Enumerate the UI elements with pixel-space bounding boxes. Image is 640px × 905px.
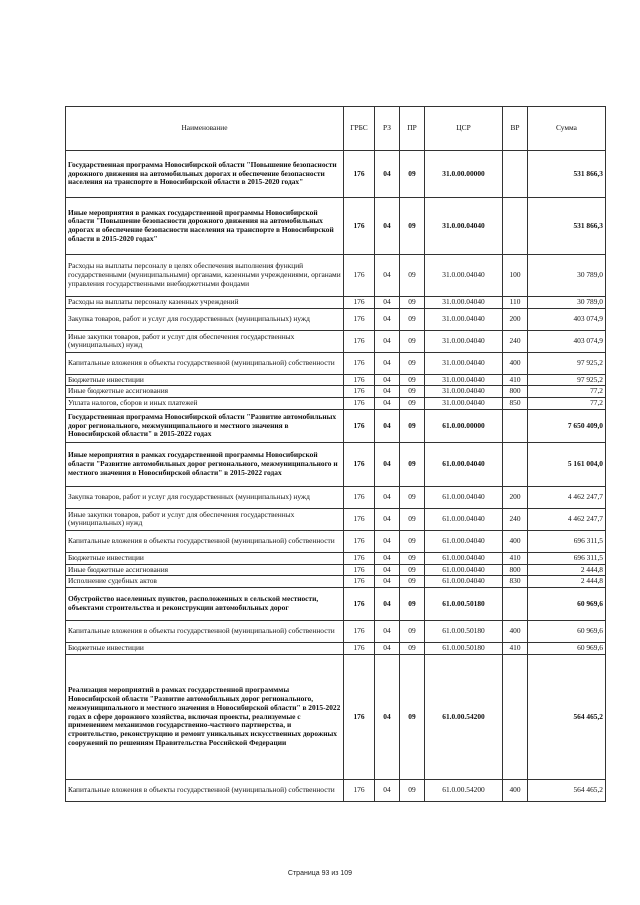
table-row — [66, 779, 606, 801]
cell-csr: 61.0.00.50180 — [425, 643, 503, 655]
cell-name: Закупка товаров, работ и услуг для государственных (муниципальных) нужд — [66, 308, 344, 330]
cell-grbs: 176 — [344, 621, 375, 643]
cell-name: Бюджетные инвестиции — [66, 374, 344, 386]
cell-grbs: 176 — [344, 330, 375, 352]
cell-sum: 564 465,2 — [528, 779, 606, 801]
cell-csr: 61.0.00.04040 — [425, 576, 503, 588]
cell-pr: 09 — [400, 352, 425, 374]
cell-pr: 09 — [400, 442, 425, 486]
cell-grbs: 176 — [344, 255, 375, 297]
cell-csr: 31.0.00.04040 — [425, 255, 503, 297]
cell-sum: 60 969,6 — [528, 588, 606, 621]
cell-pr: 09 — [400, 508, 425, 530]
cell-grbs: 176 — [344, 576, 375, 588]
table-row — [66, 442, 606, 486]
cell-pr: 09 — [400, 576, 425, 588]
cell-sum: 2 444,8 — [528, 576, 606, 588]
cell-rz: 04 — [375, 508, 400, 530]
cell-name: Бюджетные инвестиции — [66, 643, 344, 655]
cell-vr: 830 — [503, 576, 528, 588]
cell-csr: 31.0.00.04040 — [425, 352, 503, 374]
cell-grbs: 176 — [344, 386, 375, 398]
cell-csr: 61.0.00.04040 — [425, 486, 503, 508]
cell-vr — [503, 198, 528, 255]
cell-rz: 04 — [375, 588, 400, 621]
cell-vr: 410 — [503, 374, 528, 386]
cell-name: Капитальные вложения в объекты государственной (муниципальной) собственности — [66, 530, 344, 552]
cell-csr: 61.0.00.04040 — [425, 552, 503, 564]
cell-name: Обустройство населенных пунктов, расположенных в сельской местности, объектами строительства и реконструкции автомобильных дорог — [66, 588, 344, 621]
cell-sum: 403 074,9 — [528, 330, 606, 352]
cell-name: Бюджетные инвестиции — [66, 552, 344, 564]
header-csr: ЦСР — [425, 107, 503, 151]
cell-vr: 410 — [503, 643, 528, 655]
cell-grbs: 176 — [344, 398, 375, 410]
cell-name: Капитальные вложения в объекты государственной (муниципальной) собственности — [66, 352, 344, 374]
cell-name: Иные закупки товаров, работ и услуг для обеспечения государственных (муниципальных) нужд — [66, 508, 344, 530]
cell-csr: 31.0.00.04040 — [425, 398, 503, 410]
cell-rz: 04 — [375, 564, 400, 576]
table-row — [66, 374, 606, 386]
page-number: Страница 93 из 109 — [287, 870, 353, 877]
table-row — [66, 576, 606, 588]
cell-csr: 31.0.00.04040 — [425, 308, 503, 330]
cell-pr: 09 — [400, 151, 425, 198]
table-row — [66, 352, 606, 374]
cell-vr: 240 — [503, 508, 528, 530]
cell-csr: 61.0.00.54200 — [425, 779, 503, 801]
cell-csr: 31.0.00.04040 — [425, 374, 503, 386]
cell-csr: 31.0.00.04040 — [425, 297, 503, 309]
cell-pr: 09 — [400, 386, 425, 398]
cell-sum: 696 311,5 — [528, 530, 606, 552]
header-grbs: ГРБС — [344, 107, 375, 151]
cell-vr: 200 — [503, 486, 528, 508]
cell-name: Исполнение судебных актов — [66, 576, 344, 588]
cell-sum: 60 969,6 — [528, 621, 606, 643]
cell-rz: 04 — [375, 643, 400, 655]
table-row — [66, 552, 606, 564]
cell-name: Капитальные вложения в объекты государственной (муниципальной) собственности — [66, 779, 344, 801]
cell-vr — [503, 151, 528, 198]
table-row — [66, 588, 606, 621]
cell-rz: 04 — [375, 654, 400, 779]
cell-csr: 61.0.00.50180 — [425, 588, 503, 621]
cell-vr: 110 — [503, 297, 528, 309]
cell-pr: 09 — [400, 374, 425, 386]
cell-grbs: 176 — [344, 564, 375, 576]
cell-grbs: 176 — [344, 530, 375, 552]
cell-pr: 09 — [400, 308, 425, 330]
cell-vr — [503, 654, 528, 779]
cell-vr: 410 — [503, 552, 528, 564]
cell-grbs: 176 — [344, 552, 375, 564]
cell-csr: 61.0.00.50180 — [425, 621, 503, 643]
cell-csr: 31.0.00.04040 — [425, 330, 503, 352]
table-row — [66, 409, 606, 442]
cell-grbs: 176 — [344, 654, 375, 779]
cell-csr: 61.0.00.04040 — [425, 564, 503, 576]
cell-name: Расходы на выплаты персоналу казенных учреждений — [66, 297, 344, 309]
cell-rz: 04 — [375, 308, 400, 330]
cell-pr: 09 — [400, 552, 425, 564]
cell-csr: 61.0.00.54200 — [425, 654, 503, 779]
cell-name: Иные бюджетные ассигнования — [66, 386, 344, 398]
cell-sum: 2 444,8 — [528, 564, 606, 576]
table-row — [66, 621, 606, 643]
cell-grbs: 176 — [344, 442, 375, 486]
cell-rz: 04 — [375, 255, 400, 297]
cell-vr: 400 — [503, 779, 528, 801]
table-row — [66, 308, 606, 330]
table-row — [66, 297, 606, 309]
cell-vr: 100 — [503, 255, 528, 297]
cell-name: Государственная программа Новосибирской области "Развитие автомобильных дорог регионального, межмуниципального и местного значения в Новосибирской области" в 2015-2022 годах — [66, 409, 344, 442]
cell-pr: 09 — [400, 255, 425, 297]
cell-grbs: 176 — [344, 643, 375, 655]
cell-grbs: 176 — [344, 198, 375, 255]
cell-csr: 61.0.00.04040 — [425, 530, 503, 552]
table-header — [66, 107, 606, 151]
cell-rz: 04 — [375, 198, 400, 255]
cell-vr: 800 — [503, 564, 528, 576]
cell-csr: 31.0.00.04040 — [425, 198, 503, 255]
cell-csr: 61.0.00.04040 — [425, 442, 503, 486]
cell-name: Реализация мероприятий в рамках государственной программмы Новосибирской области "Развитие автомобильных дорог регионального, межмуниципального и местного значения в Новосибирской области" в 2015-2022 годах в сфере дорожного хозяйства, включая проекты, реализуемые с применением механизмов государственно-частного партнерства, и строительство, реконструкцию и ремонт уникальных искусственных дорожных сооружений по решениям Правительства Российской Федерации — [66, 654, 344, 779]
cell-sum: 4 462 247,7 — [528, 508, 606, 530]
cell-csr: 31.0.00.00000 — [425, 151, 503, 198]
cell-rz: 04 — [375, 374, 400, 386]
table-row — [66, 643, 606, 655]
cell-pr: 09 — [400, 409, 425, 442]
cell-vr — [503, 409, 528, 442]
cell-pr: 09 — [400, 330, 425, 352]
header-rz: РЗ — [375, 107, 400, 151]
cell-sum: 60 969,6 — [528, 643, 606, 655]
cell-rz: 04 — [375, 297, 400, 309]
table-row — [66, 564, 606, 576]
cell-pr: 09 — [400, 486, 425, 508]
cell-rz: 04 — [375, 398, 400, 410]
cell-vr — [503, 588, 528, 621]
cell-vr — [503, 442, 528, 486]
cell-sum: 696 311,5 — [528, 552, 606, 564]
cell-sum: 564 465,2 — [528, 654, 606, 779]
cell-sum: 77,2 — [528, 386, 606, 398]
cell-pr: 09 — [400, 588, 425, 621]
cell-grbs: 176 — [344, 352, 375, 374]
table-row — [66, 255, 606, 297]
header-vr: ВР — [503, 107, 528, 151]
table-row — [66, 654, 606, 779]
cell-vr: 850 — [503, 398, 528, 410]
cell-name: Иные мероприятия в рамках государственной программы Новосибирской области "Повышение безопасности дорожного движения на автомобильных дорогах и обеспечение безопасности населения на транспорте в Новосибирской области в 2015-2020 годах" — [66, 198, 344, 255]
table-row — [66, 508, 606, 530]
cell-name: Государственная программа Новосибирской области "Повышение безопасности дорожного движения на автомобильных дорогах и обеспечение безопасности населения на транспорте в Новосибирской области в 2015-2020 годах" — [66, 151, 344, 198]
cell-sum: 97 925,2 — [528, 374, 606, 386]
cell-rz: 04 — [375, 530, 400, 552]
cell-name: Капитальные вложения в объекты государственной (муниципальной) собственности — [66, 621, 344, 643]
cell-vr: 200 — [503, 308, 528, 330]
cell-pr: 09 — [400, 530, 425, 552]
cell-grbs: 176 — [344, 508, 375, 530]
cell-rz: 04 — [375, 621, 400, 643]
cell-pr: 09 — [400, 621, 425, 643]
cell-grbs: 176 — [344, 297, 375, 309]
cell-grbs: 176 — [344, 308, 375, 330]
cell-sum: 4 462 247,7 — [528, 486, 606, 508]
cell-grbs: 176 — [344, 409, 375, 442]
cell-pr: 09 — [400, 643, 425, 655]
table-row — [66, 530, 606, 552]
table-row — [66, 198, 606, 255]
cell-pr: 09 — [400, 297, 425, 309]
cell-csr: 61.0.00.04040 — [425, 508, 503, 530]
cell-sum: 531 866,3 — [528, 151, 606, 198]
cell-sum: 5 161 004,0 — [528, 442, 606, 486]
cell-grbs: 176 — [344, 151, 375, 198]
table-row — [66, 398, 606, 410]
cell-rz: 04 — [375, 386, 400, 398]
header-name: Наименование — [66, 107, 344, 151]
header-sum: Сумма — [528, 107, 606, 151]
cell-grbs: 176 — [344, 486, 375, 508]
cell-pr: 09 — [400, 564, 425, 576]
cell-rz: 04 — [375, 552, 400, 564]
table-row — [66, 386, 606, 398]
cell-grbs: 176 — [344, 588, 375, 621]
cell-rz: 04 — [375, 409, 400, 442]
cell-grbs: 176 — [344, 779, 375, 801]
cell-rz: 04 — [375, 352, 400, 374]
cell-sum: 77,2 — [528, 398, 606, 410]
cell-rz: 04 — [375, 442, 400, 486]
cell-sum: 30 789,0 — [528, 297, 606, 309]
cell-name: Иные мероприятия в рамках государственной программы Новосибирской области "Развитие автомобильных дорог регионального, межмуниципального и местного значения в Новосибирской области" в 2015-2022 годах — [66, 442, 344, 486]
cell-vr: 400 — [503, 530, 528, 552]
cell-name: Закупка товаров, работ и услуг для государственных (муниципальных) нужд — [66, 486, 344, 508]
cell-sum: 7 650 409,0 — [528, 409, 606, 442]
cell-name: Иные бюджетные ассигнования — [66, 564, 344, 576]
budget-table — [65, 106, 606, 802]
cell-sum: 30 789,0 — [528, 255, 606, 297]
cell-name: Уплата налогов, сборов и иных платежей — [66, 398, 344, 410]
cell-pr: 09 — [400, 398, 425, 410]
cell-pr: 09 — [400, 198, 425, 255]
cell-rz: 04 — [375, 330, 400, 352]
table-row — [66, 330, 606, 352]
cell-csr: 61.0.00.00000 — [425, 409, 503, 442]
cell-sum: 531 866,3 — [528, 198, 606, 255]
cell-rz: 04 — [375, 576, 400, 588]
table-row — [66, 486, 606, 508]
cell-grbs: 176 — [344, 374, 375, 386]
cell-sum: 97 925,2 — [528, 352, 606, 374]
cell-vr: 400 — [503, 352, 528, 374]
table-body — [66, 151, 606, 802]
cell-pr: 09 — [400, 779, 425, 801]
cell-csr: 31.0.00.04040 — [425, 386, 503, 398]
cell-rz: 04 — [375, 151, 400, 198]
cell-vr: 800 — [503, 386, 528, 398]
cell-sum: 403 074,9 — [528, 308, 606, 330]
cell-pr: 09 — [400, 654, 425, 779]
header-pr: ПР — [400, 107, 425, 151]
cell-vr: 400 — [503, 621, 528, 643]
cell-name: Иные закупки товаров, работ и услуг для обеспечения государственных (муниципальных) нужд — [66, 330, 344, 352]
table-row — [66, 151, 606, 198]
cell-vr: 240 — [503, 330, 528, 352]
cell-name: Расходы на выплаты персоналу в целях обеспечения выполнения функций государственными (муниципальными) органами, казенными учреждениями, органами управления государственными внебюджетными фондами — [66, 255, 344, 297]
cell-rz: 04 — [375, 779, 400, 801]
cell-rz: 04 — [375, 486, 400, 508]
